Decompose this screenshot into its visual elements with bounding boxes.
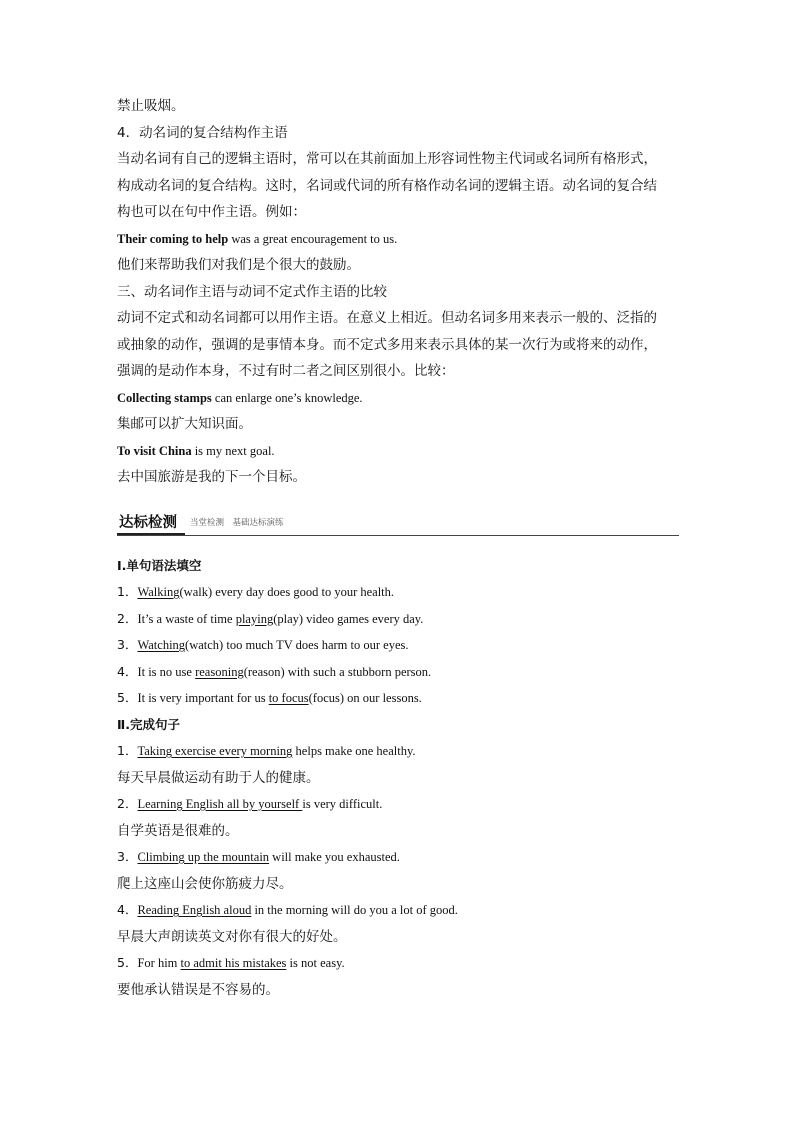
- text-line: 当动名词有自己的逻辑主语时，常可以在其前面加上形容词性物主代词或名词所有格形式，: [117, 151, 657, 167]
- item-translation: 每天早晨做运动有助于人的健康。: [117, 769, 320, 786]
- text-line: 强调的是动作本身，不过有时二者之间区别很小。比较：: [117, 363, 455, 379]
- exercise-item: [117, 685, 679, 712]
- example-translation: 去中国旅游是我的下一个目标。: [117, 469, 306, 485]
- item-text-after: is not easy.: [286, 956, 345, 970]
- item-number: 2．: [117, 796, 138, 811]
- item-answer: Reading English aloud: [137, 903, 252, 917]
- example-subject: To visit China: [117, 443, 192, 458]
- item-text-after: (focus) on our lessons.: [308, 691, 422, 705]
- item-answer: to focus: [268, 691, 309, 705]
- item-translation: 早晨大声朗读英文对你有很大的好处。: [117, 928, 347, 945]
- item-number: 5．: [117, 690, 138, 705]
- item-answer: Walking: [137, 585, 180, 599]
- example-rest: was a great encouragement to us.: [228, 231, 398, 246]
- example-subject: Collecting stamps: [117, 390, 212, 405]
- item-text-after: (reason) with such a stubborn person.: [243, 664, 432, 679]
- item-text-after: (walk) every day does good to your health.: [179, 585, 395, 599]
- subheading: 4．动名词的复合结构作主语: [117, 124, 288, 141]
- section-header: [117, 505, 679, 545]
- example-sentence: [117, 438, 679, 465]
- exercise-list: [117, 579, 679, 712]
- text-line: 构也可以在句中作主语。例如：: [117, 204, 306, 220]
- exercise-item: [117, 579, 679, 606]
- part-heading: Ⅰ.单句语法填空: [117, 557, 202, 573]
- section-divider: [117, 535, 679, 536]
- exercise-item: [117, 738, 679, 765]
- item-text-after: helps make one healthy.: [292, 744, 416, 758]
- item-translation: 自学英语是很难的。: [117, 822, 239, 839]
- exercise-item: [117, 606, 679, 633]
- example-translation: 集邮可以扩大知识面。: [117, 416, 252, 432]
- item-answer: Learning English all by yourself: [137, 797, 303, 811]
- example-sentence: [117, 385, 679, 412]
- subheading: 三、动名词作主语与动词不定式作主语的比较: [117, 283, 387, 300]
- part-heading: Ⅱ.完成句子: [117, 716, 180, 732]
- item-translation: 要他承认错误是不容易的。: [117, 981, 279, 998]
- section-title: 达标检测: [119, 514, 177, 531]
- exercise-list: [117, 738, 679, 1003]
- text-line: 构成动名词的复合结构。这时，名词或代词的所有格作动名词的逻辑主语。动名词的复合结: [117, 177, 657, 194]
- section-subtitle: 当堂检测 基础达标演练: [190, 517, 284, 528]
- exercise-item: [117, 897, 679, 924]
- item-text-after: will make you exhausted.: [269, 850, 400, 864]
- document-page: [117, 93, 679, 1003]
- item-text-before: For him: [137, 956, 181, 970]
- item-answer: Watching: [137, 638, 186, 652]
- item-text-before: It is no use: [137, 664, 196, 679]
- item-answer: Climbing up the mountain: [137, 850, 270, 864]
- item-number: 4．: [117, 663, 138, 679]
- item-number: 1．: [117, 584, 138, 599]
- item-text-before: It’s a waste of time: [137, 611, 236, 626]
- item-answer: to admit his mistakes: [180, 956, 287, 970]
- item-answer: Taking exercise every morning: [137, 744, 293, 758]
- example-subject: Their coming to help: [117, 231, 229, 246]
- item-number: 1．: [117, 743, 138, 758]
- item-text-after: (watch) too much TV does harm to our eyes.: [185, 638, 409, 652]
- item-number: 3．: [117, 637, 138, 652]
- item-number: 3．: [117, 849, 138, 864]
- exercise-item: [117, 659, 679, 686]
- example-translation: 他们来帮助我们对我们是个很大的鼓励。: [117, 257, 360, 273]
- item-answer: reasoning: [195, 664, 244, 679]
- item-text-after: in the morning will do you a lot of good.: [251, 903, 458, 917]
- item-answer: playing: [235, 611, 274, 626]
- text-line: 禁止吸烟。: [117, 98, 185, 114]
- item-translation: 爬上这座山会使你筋疲力尽。: [117, 875, 293, 892]
- item-text-after: (play) video games every day.: [273, 611, 424, 626]
- item-number: 4．: [117, 902, 138, 917]
- item-text-after: is very difficult.: [302, 797, 383, 811]
- exercise-item: [117, 791, 679, 818]
- text-line: 或抽象的动作，强调的是事情本身。而不定式多用来表示具体的某一次行为或将来的动作，: [117, 336, 657, 353]
- item-number: 2．: [117, 610, 138, 626]
- example-sentence: [117, 226, 679, 253]
- item-number: 5．: [117, 955, 138, 970]
- exercise-item: [117, 844, 679, 871]
- item-text-before: It is very important for us: [137, 691, 269, 705]
- example-rest: can enlarge one’s knowledge.: [211, 390, 363, 405]
- text-line: 动词不定式和动名词都可以用作主语。在意义上相近。但动名词多用来表示一般的、泛指的: [117, 310, 657, 326]
- example-rest: is my next goal.: [191, 443, 275, 458]
- exercise-item: [117, 632, 679, 659]
- exercise-item: [117, 950, 679, 977]
